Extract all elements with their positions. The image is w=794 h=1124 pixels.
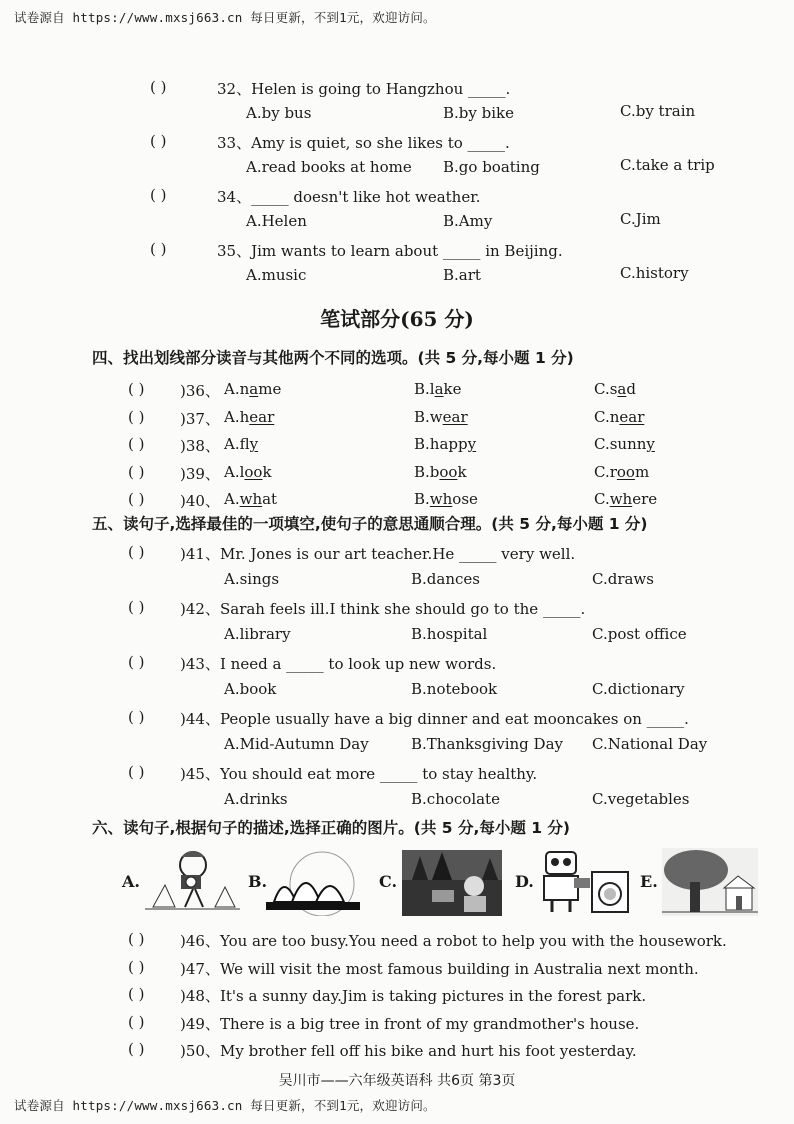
question-number: 45 [185,765,205,783]
question-text: We will visit the most famous building in Australia next month. [219,959,699,978]
question-number: 43 [185,655,205,673]
question-stem: )41、Mr. Jones is our art teacher.He _____ very well. [180,545,576,563]
question-number: 39 [185,464,205,483]
word-suffix: me [258,380,282,398]
answer-bracket: ( ) [128,462,145,481]
option-b [414,435,476,453]
word-prefix: A. [224,490,240,508]
option-a: A.Mid-Autumn Day [224,735,369,753]
option-b: B.chocolate [411,790,500,808]
picture-label-b: B. [248,872,268,891]
written-part-title: 笔试部分(65 分) [320,307,474,331]
option-c: C.dictionary [592,680,685,698]
option-b: B.art [443,266,481,284]
picture-label-d: D. [515,872,534,891]
question-text: _____ doesn't like hot weather. [251,188,481,206]
word-prefix: B.l [414,380,435,398]
question-text: Mr. Jones is our art teacher.He _____ very well. [219,545,576,563]
answer-bracket: ( ) [128,653,145,671]
option-c [594,380,636,398]
option-b: B.go boating [443,158,540,176]
option-b: B.Thanksgiving Day [411,735,563,753]
underlined-part: a [617,380,627,398]
option-c: C.post office [592,625,687,643]
question-number-line: )36、 [180,382,220,400]
answer-bracket: ( ) [150,132,167,150]
answer-bracket: ( ) [150,78,167,96]
option-a [224,490,277,508]
word-prefix: C.sunn [594,435,647,453]
answer-bracket: ( ) [128,1040,145,1059]
option-c: C.vegetables [592,790,690,808]
question-number: 48 [185,987,205,1006]
option-b: B.Amy [443,212,493,230]
picture-label-c: C. [379,872,398,891]
answer-bracket: ( ) [128,957,145,976]
word-prefix: C. [594,490,610,508]
question-text: You are too busy.You need a robot to help you with the housework. [219,932,727,950]
question-stem: 35、Jim wants to learn about _____ in Beijing. [217,242,563,260]
question-stem: 32、Helen is going to Hangzhou _____. [217,80,511,98]
underlined-part: ear [442,407,468,426]
underlined-part: ear [249,407,275,426]
source-footer: 试卷源自 https://www.mxsj663.cn 每日更新，不到1元，欢迎访问。 [14,1098,436,1113]
word-prefix: C.r [594,462,617,481]
question-text: You should eat more _____ to stay healthy. [219,765,538,783]
word-suffix: ke [443,380,462,398]
question-text: Jim wants to learn about _____ in Beijing. [251,242,563,260]
word-prefix: A.l [224,462,245,481]
question-number: 40 [185,492,205,510]
word-suffix: m [634,462,650,481]
underlined-part: y [467,435,477,453]
option-a: A.Helen [246,212,307,230]
word-prefix: C.n [594,407,620,426]
word-prefix: B.w [414,407,443,426]
option-c [594,408,644,426]
underlined-part: wh [239,490,263,508]
word-suffix: ose [452,490,478,508]
question-number: 37 [185,409,205,428]
answer-bracket: ( ) [128,543,145,561]
question-text: People usually have a big dinner and eat mooncakes on _____. [219,710,689,728]
question-stem: 33、Amy is quiet, so she likes to _____. [217,134,510,152]
answer-bracket: ( ) [128,490,145,508]
question-number-line: )40、 [180,492,220,510]
option-a: A.sings [224,570,280,588]
source-header: 试卷源自 https://www.mxsj663.cn 每日更新，不到1元，欢迎访问。 [14,10,436,25]
answer-bracket: ( ) [128,435,145,453]
word-suffix: k [262,462,272,481]
picture-opera-house [262,850,364,916]
question-number: 35 [217,242,237,260]
option-a: A.drinks [224,790,288,808]
question-number: 36 [185,382,205,400]
picture-label-e: E. [640,872,658,891]
word-prefix: A.h [224,407,250,426]
section4-heading: 四、找出划线部分读音与其他两个不同的选项。(共 5 分,每小题 1 分) [92,349,574,367]
underlined-part: oo [439,462,458,481]
answer-bracket: ( ) [128,930,145,948]
option-c: C.by train [620,102,696,120]
option-a [224,408,274,426]
option-c: C.take a trip [620,156,715,174]
question-stem: )50、My brother fell off his bike and hurt his foot yesterday. [180,1042,637,1061]
question-text: It's a sunny day.Jim is taking pictures in the forest park. [219,987,647,1006]
question-number-line: )38、 [180,437,220,455]
picture-girl-camera [145,845,240,913]
option-a [224,463,272,481]
word-prefix: B.happ [414,435,468,453]
option-b [414,463,467,481]
page-footer: 吴川市——六年级英语科 共6页 第3页 [278,1073,516,1089]
option-a: A.library [224,625,291,643]
question-number: 32 [217,80,237,98]
word-prefix: B. [414,490,430,508]
question-number: 42 [185,600,205,618]
section6-heading: 六、读句子,根据句子的描述,选择正确的图片。(共 5 分,每小题 1 分) [92,819,570,837]
picture-forest-photo [402,850,502,916]
option-c: C.National Day [592,735,708,753]
question-stem: 34、_____ doesn't like hot weather. [217,188,481,206]
answer-bracket: ( ) [128,380,145,398]
question-stem: )44、People usually have a big dinner and eat mooncakes on _____. [180,710,689,728]
question-stem: )42、Sarah feels ill.I think she should go to the _____. [180,600,586,618]
option-b [414,408,468,426]
option-c: C.draws [592,570,654,588]
answer-bracket: ( ) [128,598,145,616]
question-number: 47 [185,959,205,978]
option-c: C.history [620,264,689,282]
question-stem: )46、You are too busy.You need a robot to help you with the housework. [180,932,727,950]
option-a [224,380,281,398]
answer-bracket: ( ) [128,407,145,426]
option-c [594,490,657,508]
question-number: 34 [217,188,237,206]
word-suffix: ere [632,490,658,508]
option-b: B.by bike [443,104,515,122]
question-text: Amy is quiet, so she likes to _____. [251,134,510,152]
option-a [224,435,258,453]
question-text: My brother fell off his bike and hurt his foot yesterday. [219,1042,637,1061]
option-b [414,490,478,508]
underlined-part: wh [429,490,453,508]
question-number: 50 [185,1042,205,1061]
question-number-line: )37、 [180,409,220,428]
underlined-part: y [646,435,655,453]
option-b [414,380,462,398]
question-number: 46 [185,932,205,950]
answer-bracket: ( ) [128,763,145,781]
question-text: There is a big tree in front of my grandmother's house. [219,1014,640,1033]
answer-bracket: ( ) [128,985,145,1004]
question-stem: )45、You should eat more _____ to stay healthy. [180,765,538,783]
option-b: B.hospital [411,625,488,643]
answer-bracket: ( ) [128,708,145,726]
question-number-line: )39、 [180,464,220,483]
underlined-part: oo [616,462,635,481]
option-c [594,435,655,453]
underlined-part: wh [609,490,633,508]
question-stem: )49、There is a big tree in front of my grandmother's house. [180,1014,640,1033]
option-c: C.Jim [620,210,661,228]
word-prefix: A.n [224,380,250,398]
underlined-part: a [434,380,444,398]
question-text: Sarah feels ill.I think she should go to the _____. [219,600,586,618]
underlined-part: y [249,435,259,453]
question-number: 44 [185,710,205,728]
word-suffix: at [262,490,278,508]
answer-bracket: ( ) [150,186,167,204]
word-suffix: d [626,380,636,398]
option-a: A.music [246,266,307,284]
word-suffix: k [457,462,467,481]
underlined-part: oo [244,462,263,481]
picture-robot-washer [538,848,638,916]
option-b: B.dances [411,570,480,588]
section5-heading: 五、读句子,选择最佳的一项填空,使句子的意思通顺合理。(共 5 分,每小题 1 分) [92,515,648,533]
question-stem: )48、It's a sunny day.Jim is taking pictures in the forest park. [180,987,647,1006]
question-stem: )43、I need a _____ to look up new words. [180,655,497,673]
word-prefix: B.b [414,462,440,481]
answer-bracket: ( ) [128,1012,145,1031]
question-number: 49 [185,1014,205,1033]
option-c [594,463,649,481]
answer-bracket: ( ) [150,240,167,258]
question-number: 33 [217,134,237,152]
question-text: Helen is going to Hangzhou _____. [251,80,511,98]
word-prefix: A.fl [224,435,250,453]
question-number: 38 [185,437,205,455]
question-number: 41 [185,545,205,563]
option-b: B.notebook [411,680,498,698]
word-prefix: C.s [594,380,618,398]
underlined-part: ear [619,407,645,426]
picture-label-a: A. [122,872,140,891]
option-a: A.book [224,680,277,698]
question-text: I need a _____ to look up new words. [219,655,497,673]
picture-tree-house [662,848,758,916]
option-a: A.by bus [246,104,312,122]
underlined-part: a [249,380,259,398]
question-stem: )47、We will visit the most famous building in Australia next month. [180,959,699,978]
option-a: A.read books at home [246,158,412,176]
